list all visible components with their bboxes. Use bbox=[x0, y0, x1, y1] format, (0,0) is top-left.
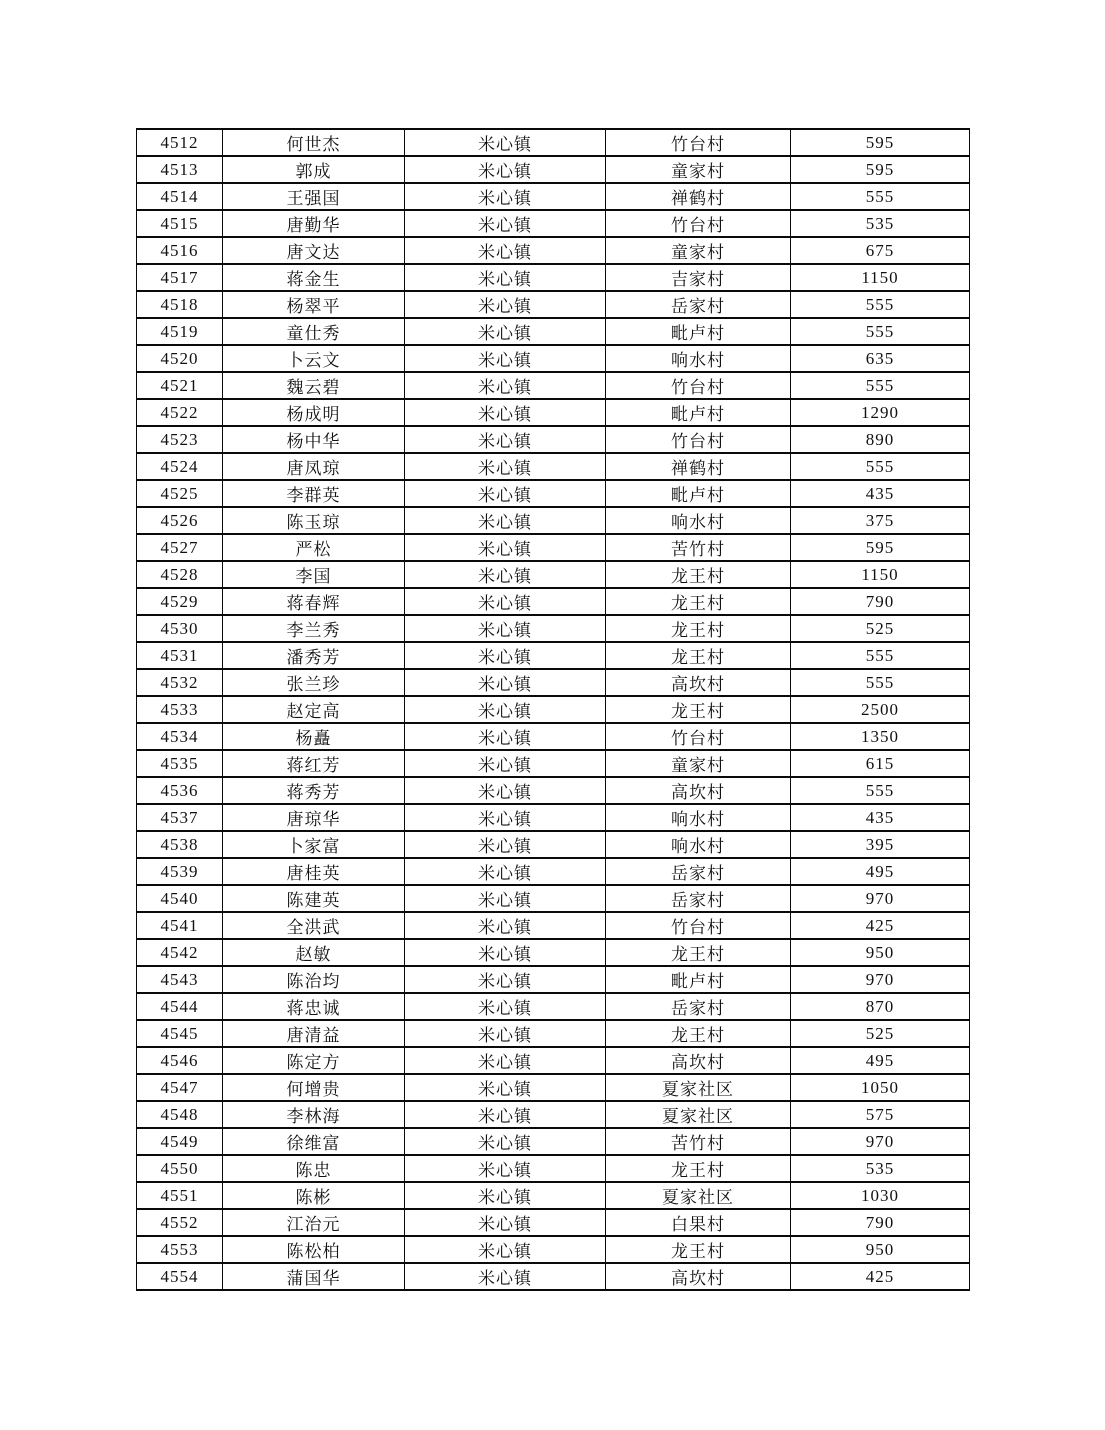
cell-serial: 4522 bbox=[137, 399, 223, 426]
cell-town: 米心镇 bbox=[405, 372, 606, 399]
cell-amount: 555 bbox=[791, 777, 970, 804]
cell-village: 吉家村 bbox=[606, 264, 791, 291]
cell-village: 高坎村 bbox=[606, 669, 791, 696]
table-row bbox=[137, 885, 970, 912]
cell-amount: 425 bbox=[791, 1263, 970, 1290]
cell-amount: 555 bbox=[791, 291, 970, 318]
cell-town: 米心镇 bbox=[405, 723, 606, 750]
cell-name: 李兰秀 bbox=[223, 615, 405, 642]
cell-village: 童家村 bbox=[606, 156, 791, 183]
cell-town: 米心镇 bbox=[405, 264, 606, 291]
cell-amount: 790 bbox=[791, 588, 970, 615]
cell-town: 米心镇 bbox=[405, 804, 606, 831]
table-row bbox=[137, 1020, 970, 1047]
cell-name: 赵定高 bbox=[223, 696, 405, 723]
cell-town: 米心镇 bbox=[405, 480, 606, 507]
table-row bbox=[137, 804, 970, 831]
cell-amount: 950 bbox=[791, 939, 970, 966]
cell-amount: 555 bbox=[791, 372, 970, 399]
cell-name: 张兰珍 bbox=[223, 669, 405, 696]
cell-village: 毗卢村 bbox=[606, 318, 791, 345]
cell-amount: 950 bbox=[791, 1236, 970, 1263]
cell-village: 苦竹村 bbox=[606, 534, 791, 561]
cell-village: 岳家村 bbox=[606, 291, 791, 318]
table-row bbox=[137, 345, 970, 372]
cell-serial: 4534 bbox=[137, 723, 223, 750]
cell-name: 蒋春辉 bbox=[223, 588, 405, 615]
cell-name: 何增贵 bbox=[223, 1074, 405, 1101]
cell-amount: 970 bbox=[791, 966, 970, 993]
cell-amount: 555 bbox=[791, 642, 970, 669]
cell-name: 陈忠 bbox=[223, 1155, 405, 1182]
cell-serial: 4523 bbox=[137, 426, 223, 453]
cell-name: 赵敏 bbox=[223, 939, 405, 966]
cell-town: 米心镇 bbox=[405, 1236, 606, 1263]
cell-amount: 1290 bbox=[791, 399, 970, 426]
table-row bbox=[137, 183, 970, 210]
cell-amount: 970 bbox=[791, 1128, 970, 1155]
cell-serial: 4538 bbox=[137, 831, 223, 858]
cell-town: 米心镇 bbox=[405, 993, 606, 1020]
cell-serial: 4547 bbox=[137, 1074, 223, 1101]
cell-serial: 4530 bbox=[137, 615, 223, 642]
table-row bbox=[137, 480, 970, 507]
cell-amount: 435 bbox=[791, 480, 970, 507]
cell-town: 米心镇 bbox=[405, 534, 606, 561]
cell-town: 米心镇 bbox=[405, 318, 606, 345]
cell-name: 唐文达 bbox=[223, 237, 405, 264]
cell-name: 唐琼华 bbox=[223, 804, 405, 831]
cell-serial: 4551 bbox=[137, 1182, 223, 1209]
cell-serial: 4545 bbox=[137, 1020, 223, 1047]
cell-name: 李群英 bbox=[223, 480, 405, 507]
table-row bbox=[137, 966, 970, 993]
cell-town: 米心镇 bbox=[405, 831, 606, 858]
cell-serial: 4521 bbox=[137, 372, 223, 399]
cell-serial: 4539 bbox=[137, 858, 223, 885]
cell-name: 李林海 bbox=[223, 1101, 405, 1128]
table-row bbox=[137, 399, 970, 426]
table-row bbox=[137, 1263, 970, 1290]
cell-name: 杨矗 bbox=[223, 723, 405, 750]
cell-serial: 4513 bbox=[137, 156, 223, 183]
table-row bbox=[137, 831, 970, 858]
cell-town: 米心镇 bbox=[405, 399, 606, 426]
cell-town: 米心镇 bbox=[405, 912, 606, 939]
cell-village: 龙王村 bbox=[606, 642, 791, 669]
cell-name: 唐凤琼 bbox=[223, 453, 405, 480]
cell-amount: 595 bbox=[791, 156, 970, 183]
cell-serial: 4528 bbox=[137, 561, 223, 588]
cell-serial: 4543 bbox=[137, 966, 223, 993]
cell-name: 陈定方 bbox=[223, 1047, 405, 1074]
cell-town: 米心镇 bbox=[405, 885, 606, 912]
cell-serial: 4537 bbox=[137, 804, 223, 831]
cell-amount: 535 bbox=[791, 1155, 970, 1182]
cell-village: 龙王村 bbox=[606, 939, 791, 966]
cell-serial: 4553 bbox=[137, 1236, 223, 1263]
cell-serial: 4541 bbox=[137, 912, 223, 939]
cell-village: 白果村 bbox=[606, 1209, 791, 1236]
cell-town: 米心镇 bbox=[405, 183, 606, 210]
table-row bbox=[137, 939, 970, 966]
cell-amount: 970 bbox=[791, 885, 970, 912]
cell-serial: 4518 bbox=[137, 291, 223, 318]
cell-serial: 4535 bbox=[137, 750, 223, 777]
table-row bbox=[137, 1101, 970, 1128]
cell-village: 响水村 bbox=[606, 345, 791, 372]
cell-village: 夏家社区 bbox=[606, 1101, 791, 1128]
cell-name: 唐勤华 bbox=[223, 210, 405, 237]
cell-village: 毗卢村 bbox=[606, 966, 791, 993]
cell-amount: 1150 bbox=[791, 561, 970, 588]
table-row bbox=[137, 453, 970, 480]
cell-name: 陈松柏 bbox=[223, 1236, 405, 1263]
cell-serial: 4527 bbox=[137, 534, 223, 561]
cell-name: 李国 bbox=[223, 561, 405, 588]
table-row bbox=[137, 1155, 970, 1182]
cell-serial: 4548 bbox=[137, 1101, 223, 1128]
cell-village: 竹台村 bbox=[606, 129, 791, 156]
cell-town: 米心镇 bbox=[405, 939, 606, 966]
table-row bbox=[137, 372, 970, 399]
cell-amount: 555 bbox=[791, 183, 970, 210]
table-row bbox=[137, 264, 970, 291]
cell-name: 郭成 bbox=[223, 156, 405, 183]
cell-name: 童仕秀 bbox=[223, 318, 405, 345]
cell-name: 杨翠平 bbox=[223, 291, 405, 318]
cell-amount: 375 bbox=[791, 507, 970, 534]
table-row bbox=[137, 318, 970, 345]
cell-serial: 4542 bbox=[137, 939, 223, 966]
cell-serial: 4512 bbox=[137, 129, 223, 156]
table-row bbox=[137, 156, 970, 183]
cell-village: 高坎村 bbox=[606, 1047, 791, 1074]
cell-town: 米心镇 bbox=[405, 669, 606, 696]
cell-name: 杨成明 bbox=[223, 399, 405, 426]
cell-name: 卜云文 bbox=[223, 345, 405, 372]
cell-town: 米心镇 bbox=[405, 210, 606, 237]
cell-amount: 535 bbox=[791, 210, 970, 237]
cell-amount: 635 bbox=[791, 345, 970, 372]
cell-village: 响水村 bbox=[606, 507, 791, 534]
cell-amount: 555 bbox=[791, 669, 970, 696]
cell-town: 米心镇 bbox=[405, 129, 606, 156]
cell-name: 陈彬 bbox=[223, 1182, 405, 1209]
table-row bbox=[137, 237, 970, 264]
cell-village: 竹台村 bbox=[606, 210, 791, 237]
table-row bbox=[137, 1209, 970, 1236]
cell-name: 蒲国华 bbox=[223, 1263, 405, 1290]
cell-name: 全洪武 bbox=[223, 912, 405, 939]
cell-amount: 2500 bbox=[791, 696, 970, 723]
cell-serial: 4526 bbox=[137, 507, 223, 534]
table-row bbox=[137, 1047, 970, 1074]
cell-village: 竹台村 bbox=[606, 912, 791, 939]
cell-amount: 555 bbox=[791, 318, 970, 345]
cell-village: 苦竹村 bbox=[606, 1128, 791, 1155]
cell-name: 唐清益 bbox=[223, 1020, 405, 1047]
cell-village: 龙王村 bbox=[606, 561, 791, 588]
table-row bbox=[137, 561, 970, 588]
cell-village: 龙王村 bbox=[606, 1020, 791, 1047]
cell-town: 米心镇 bbox=[405, 507, 606, 534]
cell-serial: 4554 bbox=[137, 1263, 223, 1290]
cell-name: 陈治均 bbox=[223, 966, 405, 993]
cell-serial: 4515 bbox=[137, 210, 223, 237]
cell-serial: 4533 bbox=[137, 696, 223, 723]
cell-town: 米心镇 bbox=[405, 1020, 606, 1047]
cell-name: 卜家富 bbox=[223, 831, 405, 858]
cell-town: 米心镇 bbox=[405, 588, 606, 615]
cell-amount: 395 bbox=[791, 831, 970, 858]
table-row bbox=[137, 912, 970, 939]
cell-town: 米心镇 bbox=[405, 966, 606, 993]
cell-name: 陈建英 bbox=[223, 885, 405, 912]
cell-serial: 4524 bbox=[137, 453, 223, 480]
table-row bbox=[137, 1182, 970, 1209]
cell-village: 龙王村 bbox=[606, 588, 791, 615]
cell-serial: 4550 bbox=[137, 1155, 223, 1182]
cell-serial: 4544 bbox=[137, 993, 223, 1020]
cell-name: 杨中华 bbox=[223, 426, 405, 453]
cell-serial: 4529 bbox=[137, 588, 223, 615]
cell-serial: 4525 bbox=[137, 480, 223, 507]
cell-serial: 4552 bbox=[137, 1209, 223, 1236]
cell-town: 米心镇 bbox=[405, 453, 606, 480]
cell-town: 米心镇 bbox=[405, 858, 606, 885]
cell-name: 徐维富 bbox=[223, 1128, 405, 1155]
cell-name: 江治元 bbox=[223, 1209, 405, 1236]
cell-town: 米心镇 bbox=[405, 291, 606, 318]
cell-town: 米心镇 bbox=[405, 642, 606, 669]
cell-name: 王强国 bbox=[223, 183, 405, 210]
cell-name: 魏云碧 bbox=[223, 372, 405, 399]
cell-name: 严松 bbox=[223, 534, 405, 561]
cell-amount: 525 bbox=[791, 615, 970, 642]
cell-village: 高坎村 bbox=[606, 1263, 791, 1290]
table-row bbox=[137, 993, 970, 1020]
cell-town: 米心镇 bbox=[405, 561, 606, 588]
table-row bbox=[137, 291, 970, 318]
cell-amount: 595 bbox=[791, 534, 970, 561]
cell-serial: 4517 bbox=[137, 264, 223, 291]
cell-serial: 4536 bbox=[137, 777, 223, 804]
cell-serial: 4546 bbox=[137, 1047, 223, 1074]
table-row bbox=[137, 615, 970, 642]
cell-amount: 890 bbox=[791, 426, 970, 453]
cell-village: 禅鹤村 bbox=[606, 183, 791, 210]
table-row bbox=[137, 723, 970, 750]
cell-amount: 435 bbox=[791, 804, 970, 831]
table-row bbox=[137, 777, 970, 804]
cell-village: 毗卢村 bbox=[606, 480, 791, 507]
cell-serial: 4516 bbox=[137, 237, 223, 264]
cell-village: 岳家村 bbox=[606, 993, 791, 1020]
record-table-body bbox=[137, 129, 970, 1290]
cell-village: 禅鹤村 bbox=[606, 453, 791, 480]
table-row bbox=[137, 534, 970, 561]
cell-name: 潘秀芳 bbox=[223, 642, 405, 669]
cell-village: 响水村 bbox=[606, 804, 791, 831]
cell-town: 米心镇 bbox=[405, 777, 606, 804]
cell-amount: 1030 bbox=[791, 1182, 970, 1209]
cell-amount: 595 bbox=[791, 129, 970, 156]
cell-serial: 4540 bbox=[137, 885, 223, 912]
cell-name: 何世杰 bbox=[223, 129, 405, 156]
cell-village: 竹台村 bbox=[606, 372, 791, 399]
cell-name: 蒋忠诚 bbox=[223, 993, 405, 1020]
cell-name: 蒋红芳 bbox=[223, 750, 405, 777]
cell-town: 米心镇 bbox=[405, 1263, 606, 1290]
cell-amount: 1350 bbox=[791, 723, 970, 750]
cell-village: 岳家村 bbox=[606, 858, 791, 885]
cell-amount: 425 bbox=[791, 912, 970, 939]
table-row bbox=[137, 426, 970, 453]
table-row bbox=[137, 129, 970, 156]
cell-village: 高坎村 bbox=[606, 777, 791, 804]
cell-village: 夏家社区 bbox=[606, 1074, 791, 1101]
cell-town: 米心镇 bbox=[405, 750, 606, 777]
cell-village: 响水村 bbox=[606, 831, 791, 858]
table-row bbox=[137, 210, 970, 237]
table-row bbox=[137, 1236, 970, 1263]
cell-town: 米心镇 bbox=[405, 696, 606, 723]
cell-amount: 675 bbox=[791, 237, 970, 264]
table-row bbox=[137, 1128, 970, 1155]
cell-name: 蒋秀芳 bbox=[223, 777, 405, 804]
cell-amount: 870 bbox=[791, 993, 970, 1020]
cell-village: 童家村 bbox=[606, 237, 791, 264]
cell-serial: 4532 bbox=[137, 669, 223, 696]
cell-amount: 615 bbox=[791, 750, 970, 777]
cell-serial: 4549 bbox=[137, 1128, 223, 1155]
cell-town: 米心镇 bbox=[405, 237, 606, 264]
cell-amount: 1150 bbox=[791, 264, 970, 291]
table-row bbox=[137, 696, 970, 723]
cell-serial: 4514 bbox=[137, 183, 223, 210]
cell-town: 米心镇 bbox=[405, 1155, 606, 1182]
cell-village: 龙王村 bbox=[606, 1155, 791, 1182]
cell-town: 米心镇 bbox=[405, 1182, 606, 1209]
cell-town: 米心镇 bbox=[405, 1074, 606, 1101]
cell-name: 唐桂英 bbox=[223, 858, 405, 885]
table-row bbox=[137, 669, 970, 696]
cell-village: 龙王村 bbox=[606, 615, 791, 642]
cell-amount: 1050 bbox=[791, 1074, 970, 1101]
cell-town: 米心镇 bbox=[405, 1209, 606, 1236]
table-row bbox=[137, 588, 970, 615]
cell-town: 米心镇 bbox=[405, 345, 606, 372]
cell-town: 米心镇 bbox=[405, 156, 606, 183]
cell-amount: 575 bbox=[791, 1101, 970, 1128]
cell-amount: 790 bbox=[791, 1209, 970, 1236]
cell-village: 竹台村 bbox=[606, 426, 791, 453]
cell-amount: 495 bbox=[791, 1047, 970, 1074]
cell-amount: 555 bbox=[791, 453, 970, 480]
cell-town: 米心镇 bbox=[405, 426, 606, 453]
cell-village: 童家村 bbox=[606, 750, 791, 777]
cell-name: 蒋金生 bbox=[223, 264, 405, 291]
cell-village: 龙王村 bbox=[606, 696, 791, 723]
table-row bbox=[137, 750, 970, 777]
cell-serial: 4519 bbox=[137, 318, 223, 345]
cell-town: 米心镇 bbox=[405, 1128, 606, 1155]
cell-name: 陈玉琼 bbox=[223, 507, 405, 534]
cell-village: 龙王村 bbox=[606, 1236, 791, 1263]
table-row bbox=[137, 1074, 970, 1101]
table-row bbox=[137, 858, 970, 885]
cell-town: 米心镇 bbox=[405, 1047, 606, 1074]
cell-village: 毗卢村 bbox=[606, 399, 791, 426]
cell-amount: 495 bbox=[791, 858, 970, 885]
cell-amount: 525 bbox=[791, 1020, 970, 1047]
cell-serial: 4531 bbox=[137, 642, 223, 669]
cell-village: 竹台村 bbox=[606, 723, 791, 750]
table-row bbox=[137, 642, 970, 669]
cell-village: 夏家社区 bbox=[606, 1182, 791, 1209]
cell-village: 岳家村 bbox=[606, 885, 791, 912]
cell-serial: 4520 bbox=[137, 345, 223, 372]
record-table bbox=[136, 128, 970, 1291]
table-row bbox=[137, 507, 970, 534]
cell-town: 米心镇 bbox=[405, 1101, 606, 1128]
cell-town: 米心镇 bbox=[405, 615, 606, 642]
